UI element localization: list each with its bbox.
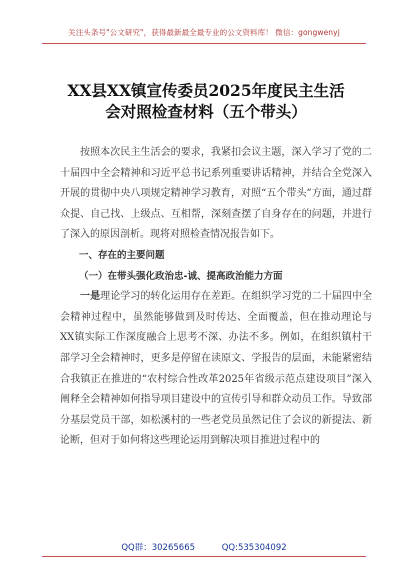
paragraph-lead: 一是 — [80, 291, 101, 303]
paragraph-text: 理论学习的转化运用存在差距。在组织学习党的二十届四中全会精神过程中，虽然能够做到及时传达、全面覆盖，但在推动理论与XX镇实际工作深度融合上思考不深、办法不多。例如，在组织镇村干部学习全会精神时，更多是停留在读原文、学报告的层面，未能紧密结合我镇正在推进的“农村综合性改革2025年省级示范点建设项目”深入阐释全会精神如何指导项目建设中的宣传引导和群众动员工作。导致部分基层党员干部，如松溪村的一些老党员虽然记住了会议的新提法、新论断，但对于如何将这些理论运用到解决项目推进过程中的 — [60, 291, 373, 447]
document-title — [40, 80, 372, 122]
footer-qq-group: QQ群：30265665 — [121, 543, 196, 553]
title-line-2: 会对照检查材料（五个带头） — [105, 102, 307, 121]
page-footer — [0, 541, 408, 561]
intro-paragraph: 按照本次民主生活会的要求，我紧扣会议主题，深入学习了党的二十届四中全会精神和习近平总书记系列重要讲话精神，并结合全党深入开展的贯彻中央八项规定精神学习教育，对照“五个带头”方面，通过群众提、自己找、上级点、互相帮，深刻查摆了自身存在的问题，并进行了深入的原因剖析。现将对照检查情况报告如下。 — [60, 147, 372, 241]
footer-qq: QQ:535304092 — [221, 543, 287, 553]
section-heading: 一、存在的主要问题 — [79, 249, 165, 261]
document-body — [60, 143, 372, 452]
header-divider — [42, 43, 366, 44]
header-notice: 关注头条号"公文研究"，获得最新最全最专业的公文资料库！ 微信：gongwenyj — [68, 28, 340, 37]
title-line-1: XX县XX镇宣传委员2025年度民主生活 — [67, 81, 345, 100]
subsection-heading: （一）在带头强化政治忠-诚、提高政治能力方面 — [79, 270, 283, 282]
footer-divider — [42, 556, 366, 557]
page-header — [0, 0, 408, 48]
body-paragraph — [60, 287, 372, 452]
